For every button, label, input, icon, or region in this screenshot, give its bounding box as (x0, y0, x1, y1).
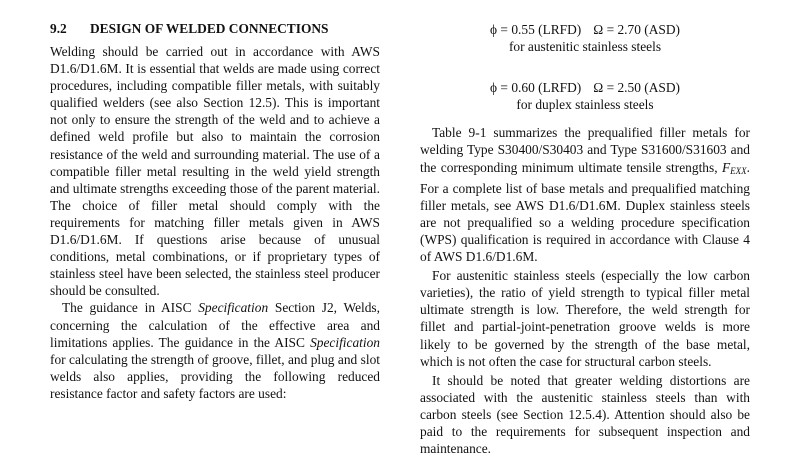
left-column (50, 20, 380, 402)
phi-duplex: ϕ = 0.60 (LRFD) (490, 80, 582, 96)
paragraph-aisc-guidance (50, 299, 380, 402)
paragraph-aisc-text-2: Section J2, Welds, concerning the calculation of the effective area and limitations applies. The guidance in the AISC (50, 300, 380, 350)
fexx-variable: F (721, 159, 731, 175)
phi-austenitic: ϕ = 0.55 (LRFD) (490, 22, 582, 37)
section-title: DESIGN OF WELDED CONNECTIONS (90, 21, 329, 36)
specification-italic-1: Specification (198, 300, 269, 316)
equation-duplex-note: for duplex stainless steels (516, 97, 654, 113)
paragraph-table-summary (420, 124, 750, 265)
paragraph-austenitic-ratio: For austenitic stainless steels (especially the low carbon varieties), the ratio of yield strength to typical filler metal ultimate strength is low. Therefore, the weld strength for fillet and partial-joint-penetration groove welds is more likely to be governed by the strength of the base metal, which is not often the case for structural carbon steels. (420, 268, 750, 369)
fexx-subscript: EXX (730, 165, 747, 176)
equation-austenitic-note: for austenitic stainless steels (508, 39, 662, 55)
paragraph-welding-distortions: It should be noted that greater welding distortions are associated with the austenitic stainless steels than with carbon steels (see Section 12.5.4). Attention should also be paid to the requirements for subsequent inspection and maintenance. (420, 372, 750, 457)
right-column (420, 20, 750, 457)
section-number: 9.2 (50, 21, 67, 36)
omega-duplex: Ω = 2.50 (ASD) (593, 80, 680, 96)
paragraph-aisc-text-1: The guidance in AISC (62, 300, 199, 316)
equation-duplex (420, 79, 750, 96)
paragraph-aisc-text-3: for calculating the strength of groove, fillet, and plug and slot welds also applies, providing the following reduced resistance factor and safety factors are used: (50, 351, 380, 401)
section-heading (50, 20, 380, 38)
paragraph-welding-procedures: Welding should be carried out in accordance with AWS D1.6/D1.6M. It is essential that welds are made using correct procedures, including compatible filler metals, with suitably qualified welders (see also Section 12.5). This is important not only to ensure the strength of the weld and to achieve a defined weld profile but also to maintain the corrosion resistance of the weld and surrounding material. The use of a compatible filler metal resulting in the weld yield strength and ultimate strengths exceeding those of the parent material. The choice of filler metal should comply with the requirements for matching filler metals given in AWS D1.6/D1.6M. If questions arise because of unusual conditions, metal combinations, or if proprietary types of stainless steel have been selected, the stainless steel producer should be consulted. (50, 44, 380, 299)
paragraph-table-text-2: . For a complete list of base metals and prequalified matching filler metals, see AWS D1.6/D1.6M. Duplex stainless steels are not prequalified so a welding procedure specification (WPS) qualification is required in accordance with Clause 4 of AWS D1.6/D1.6M. (420, 159, 750, 265)
paragraph-table-text-1: Table 9-1 summarizes the prequalified filler metals for welding Type S30400/S30403 and Type S31600/S31603 and the corresponding minimum ultimate tensile strengths, (420, 125, 750, 175)
specification-italic-2: Specification (310, 334, 380, 350)
equation-austenitic (420, 21, 750, 38)
omega-austenitic: Ω = 2.70 (ASD) (593, 22, 680, 37)
